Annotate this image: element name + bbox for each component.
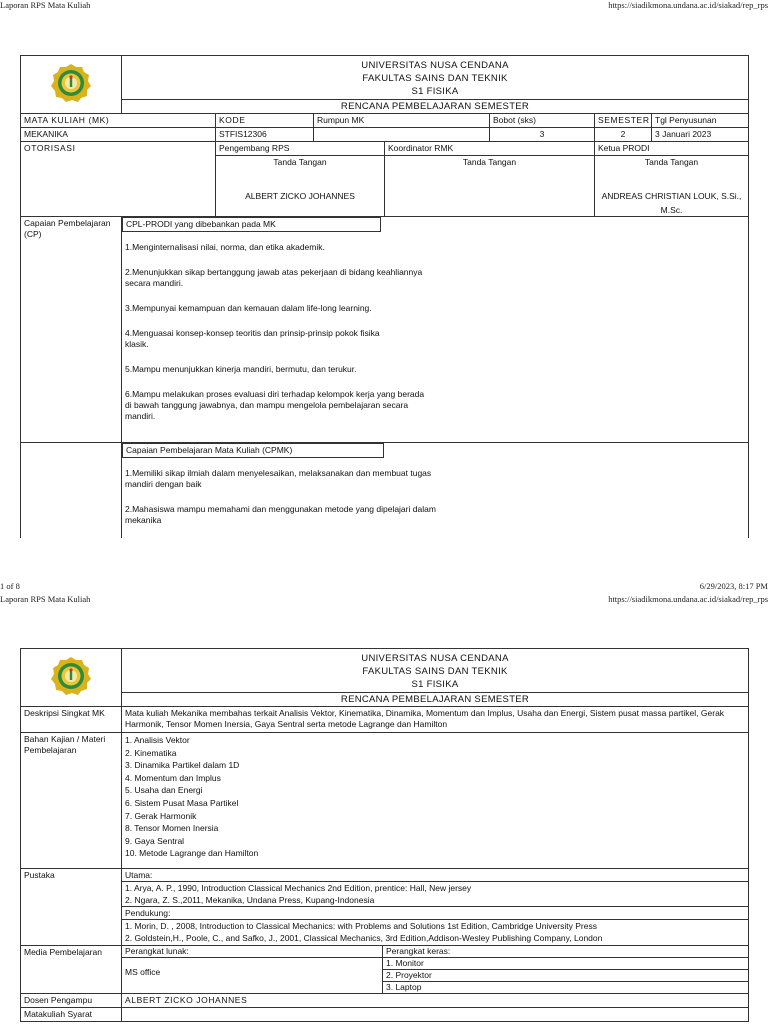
- bahan-item: 9. Gaya Sentral: [125, 835, 185, 846]
- print-header-title-2: Laporan RPS Mata Kuliah: [0, 594, 91, 604]
- media-lunak-label: Perangkat lunak:: [122, 946, 382, 958]
- cpl-item: 3.Mempunyai kemampuan dan kemauan dalam life-long learning.: [125, 303, 372, 313]
- tgl-value: 3 Januari 2023: [652, 128, 749, 142]
- semester-value: 2: [595, 128, 652, 142]
- bahan-item: 3. Dinamika Partikel dalam 1D: [125, 760, 240, 771]
- rps-table-page2: [20, 648, 749, 1022]
- faculty-name: FAKULTAS SAINS DAN TEKNIK: [362, 666, 508, 677]
- ttd-ketua: Tanda Tangan: [644, 157, 699, 167]
- doc-title: RENCANA PEMBELAJARAN SEMESTER: [122, 100, 749, 114]
- institution-header: [122, 56, 749, 100]
- cpmk-item: 1.Memiliki sikap ilmiah dalam menyelesaikan, melaksanakan dan membuat tugas mandiri dengan baik: [125, 468, 432, 489]
- semester-label: SEMESTER: [595, 114, 652, 128]
- mk-value: MEKANIKA: [21, 128, 216, 142]
- dosen-label: Dosen Pengampu: [21, 994, 122, 1008]
- undana-seal-icon: [48, 656, 94, 696]
- program-name: S1 FISIKA: [411, 86, 459, 97]
- cpl-cell: [122, 217, 749, 443]
- cpl-item: 6.Mampu melakukan proses evaluasi diri terhadap kelompok kerja yang berada di bawah tanggung jawabnya, dan mampu mengelola pembelajaran secara mandiri.: [125, 389, 425, 421]
- ttd-pengembang: Tanda Tangan: [273, 157, 327, 167]
- dosen-value: ALBERT ZICKO JOHANNES: [122, 994, 749, 1008]
- deskripsi-text: Mata kuliah Mekanika membahas terkait Analisis Vektor, Kinematika, Dinamika, Momentum dan Implus, Usaha dan Energi, Sistem pusat massa partikel, Gerak Harmonik, Tensor Momen Inersia, Gaya Sentral serta metode Lagrange dan Hamilton: [122, 707, 749, 733]
- syarat-value: [122, 1008, 749, 1022]
- pustaka-utama-item: 2. Ngara, Z. S.,2011, Mekanika, Undana Press, Kupang-Indonesia: [125, 895, 375, 905]
- cpmk-header: Capaian Pembelajaran Mata Kuliah (CPMK): [122, 443, 384, 458]
- university-logo: [21, 56, 122, 114]
- bahan-item: 4. Momentum dan Implus: [125, 772, 221, 783]
- media-keras-cell: [383, 946, 749, 994]
- print-header-title: Laporan RPS Mata Kuliah: [0, 0, 91, 10]
- print-header-url-2[interactable]: https://siadikmona.undana.ac.id/siakad/rep_rps: [608, 594, 768, 604]
- cpl-item: 1.Menginternalisasi nilai, norma, dan etika akademik.: [125, 242, 325, 252]
- tgl-label: Tgl Penyusunan: [652, 114, 749, 128]
- ketua-cell: [595, 142, 749, 217]
- mk-label: MATA KULIAH (MK): [21, 114, 216, 128]
- university-name: UNIVERSITAS NUSA CENDANA: [361, 653, 509, 664]
- pustaka-utama-item: 1. Arya, A. P., 1990, Introduction Classical Mechanics 2nd Edition, prentice: Hall, New jersey: [125, 883, 472, 893]
- bahan-item: 1. Analisis Vektor: [125, 735, 190, 745]
- bahan-item: 10. Metode Lagrange dan Hamilton: [125, 848, 259, 859]
- print-header-url[interactable]: https://siadikmona.undana.ac.id/siakad/rep_rps: [608, 0, 768, 10]
- cpl-item: 5.Mampu menunjukkan kinerja mandiri, bermutu, dan terukur.: [125, 364, 357, 374]
- ttd-koordinator: Tanda Tangan: [462, 157, 517, 167]
- cpmk-list: [125, 468, 745, 526]
- pustaka-label: Pustaka: [21, 869, 122, 946]
- media-keras-item: 1. Monitor: [383, 958, 748, 970]
- cpl-header: CPL-PRODI yang dibebankan pada MK: [122, 217, 381, 232]
- deskripsi-label: Deskripsi Singkat MK: [21, 707, 122, 733]
- cp-label: Capaian Pembelajaran (CP): [21, 217, 122, 443]
- otorisasi-label: OTORISASI: [21, 142, 216, 217]
- koordinator-cell: [385, 142, 595, 217]
- bahan-item: 6. Sistem Pusat Masa Partikel: [125, 797, 239, 808]
- university-logo-2: [21, 649, 122, 707]
- syarat-label: Matakuliah Syarat: [21, 1008, 122, 1022]
- media-keras-label: Perangkat keras:: [383, 946, 748, 958]
- kode-value: STFIS12306: [216, 128, 314, 142]
- rps-table-page1: [20, 55, 749, 538]
- bobot-value: 3: [490, 128, 595, 142]
- cpmk-item: 2.Mahasiswa mampu memahami dan menggunakan metode yang dipelajari dalam mekanika: [125, 504, 436, 525]
- doc-title-2: RENCANA PEMBELAJARAN SEMESTER: [122, 693, 749, 707]
- pustaka-pendukung-item: 2. Goldstein,H., Poole, C., and Safko, J., 2001, Classical Mechanics, 3rd Edition,Addison-Wesley Publishing Company, London: [125, 933, 603, 943]
- cpl-item: 4.Menguasai konsep-konsep teoritis dan prinsip-prinsip pokok fisika klasik.: [125, 328, 380, 349]
- media-lunak-cell: [122, 946, 383, 994]
- cp-label-continued: [21, 443, 122, 538]
- media-keras-item: 3. Laptop: [386, 982, 422, 992]
- cpmk-cell: [122, 443, 749, 538]
- ketua-name: ANDREAS CHRISTIAN LOUK, S.Si.,: [601, 191, 742, 201]
- pustaka-cell: [122, 869, 749, 946]
- pengembang-name: ALBERT ZICKO JOHANNES: [245, 191, 355, 201]
- print-footer-page-number: 1 of 8: [0, 581, 20, 591]
- media-keras-item: 2. Proyektor: [383, 970, 748, 982]
- pustaka-utama-label: Utama:: [122, 869, 748, 882]
- kode-label: KODE: [216, 114, 314, 128]
- media-label: Media Pembelajaran: [21, 946, 122, 994]
- university-name: UNIVERSITAS NUSA CENDANA: [361, 60, 509, 71]
- bahan-list: [122, 733, 749, 869]
- rumpun-value: [314, 128, 490, 142]
- bobot-label: Bobot (sks): [490, 114, 595, 128]
- print-footer-datetime: 6/29/2023, 8:17 PM: [699, 581, 768, 591]
- bahan-label: Bahan Kajian / Materi Pembelajaran: [21, 733, 122, 869]
- bahan-item: 5. Usaha dan Energi: [125, 785, 203, 796]
- faculty-name: FAKULTAS SAINS DAN TEKNIK: [362, 73, 508, 84]
- media-lunak-value: MS office: [125, 967, 161, 977]
- bahan-item: 2. Kinematika: [125, 747, 177, 758]
- bahan-item: 7. Gerak Harmonik: [125, 810, 197, 821]
- cpl-item: 2.Menunjukkan sikap bertanggung jawab atas pekerjaan di bidang keahliannya secara mandiri.: [125, 267, 423, 288]
- pengembang-label: Pengembang RPS: [216, 142, 384, 156]
- undana-seal-icon: [48, 63, 94, 103]
- ketua-label: Ketua PRODI: [595, 142, 748, 156]
- pustaka-pendukung-label: Pendukung:: [122, 906, 748, 920]
- pustaka-pendukung-item: 1. Morin, D. , 2008, Introduction to Classical Mechanics: with Problems and Solutions 1st Edition, Cambridge University Press: [125, 921, 597, 931]
- koordinator-label: Koordinator RMK: [385, 142, 594, 156]
- pengembang-cell: [216, 142, 385, 217]
- cpl-list: [125, 242, 745, 422]
- program-name: S1 FISIKA: [411, 679, 459, 690]
- rumpun-label: Rumpun MK: [314, 114, 490, 128]
- ketua-name-degree: M.Sc.: [660, 205, 683, 215]
- bahan-item: 8. Tensor Momen Inersia: [125, 823, 219, 834]
- institution-header-2: [122, 649, 749, 693]
